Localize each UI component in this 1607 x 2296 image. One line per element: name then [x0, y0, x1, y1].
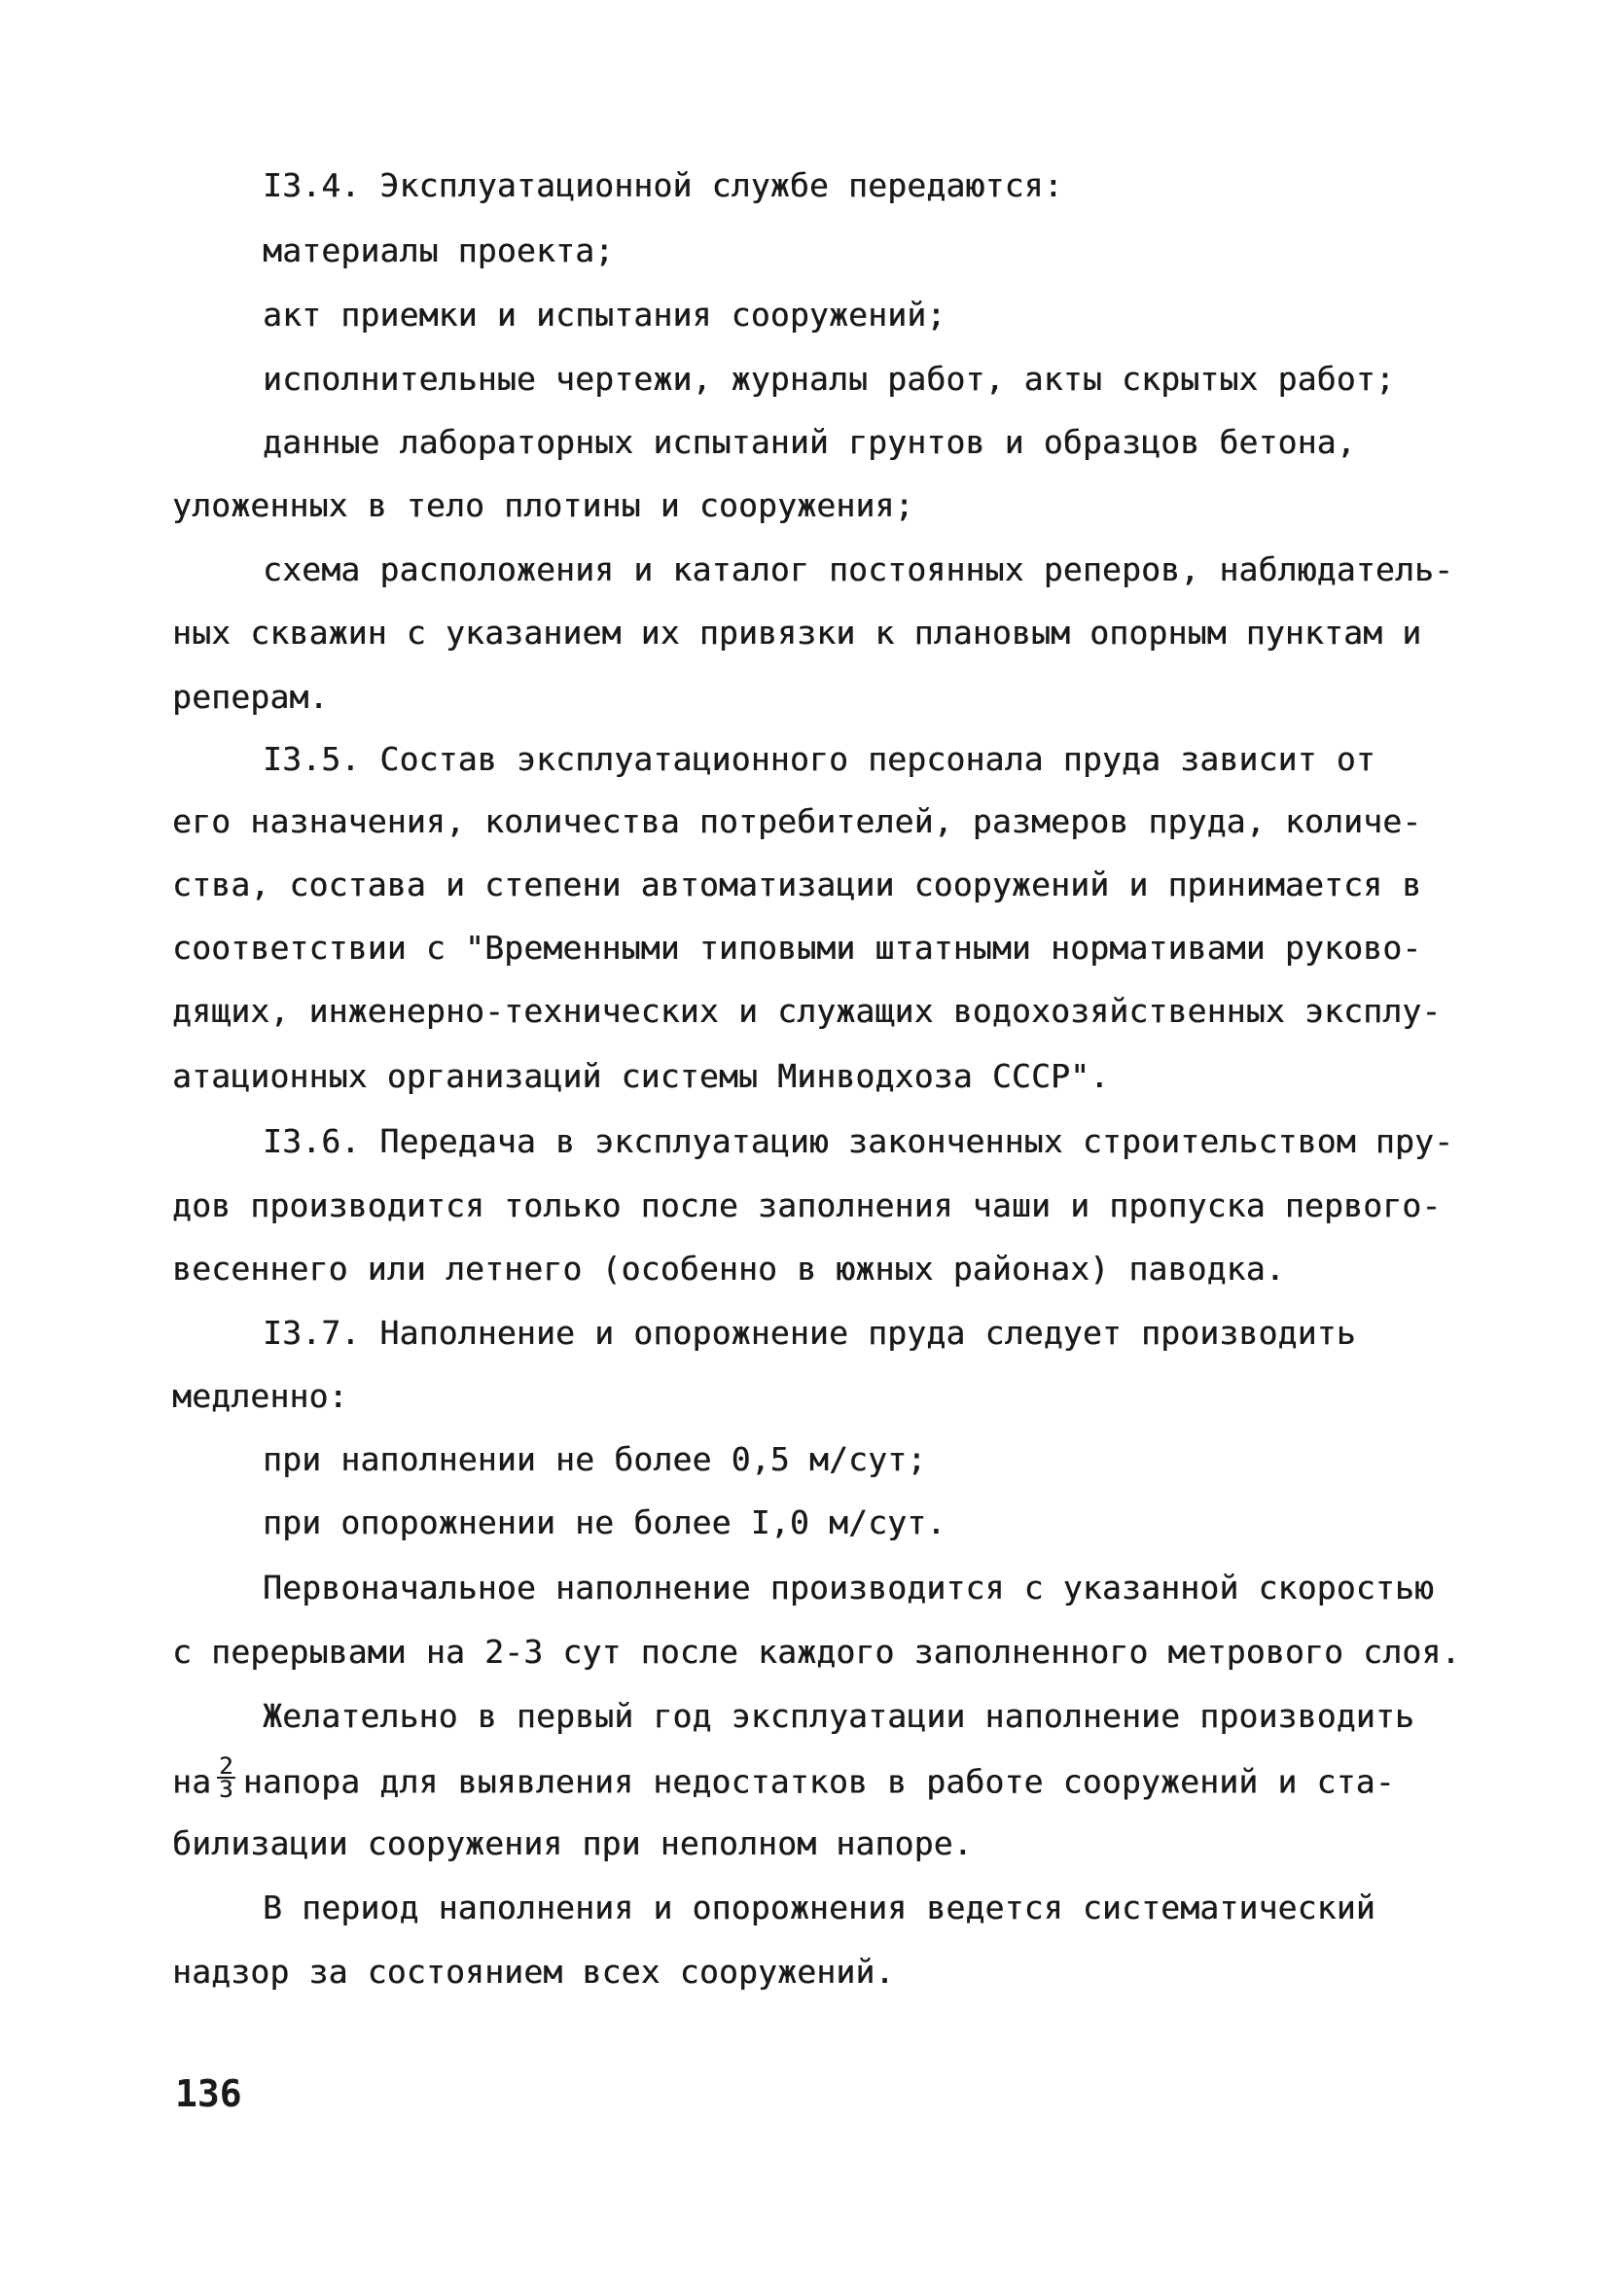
- fraction-denominator: 3: [219, 1776, 233, 1803]
- text-line: соответствии с "Временными типовыми штатными нормативами руково-: [172, 929, 1422, 967]
- fraction-numerator: 2: [219, 1752, 233, 1780]
- text-line: медленно:: [172, 1377, 348, 1415]
- text-line: Первоначальное наполнение производится с указанной скоростью: [263, 1569, 1435, 1607]
- text-line: с перерывами на 2-3 сут после каждого заполненного метрового слоя.: [172, 1633, 1461, 1671]
- text-line: реперам.: [172, 678, 329, 716]
- text-line: схема расположения и каталог постоянных реперов, наблюдатель-: [263, 550, 1454, 588]
- text-line: I3.7. Наполнение и опорожнение пруда следует производить: [263, 1314, 1356, 1352]
- fraction: [217, 1752, 235, 1803]
- text-line: I3.5. Состав эксплуатационного персонала пруда зависит от: [263, 740, 1375, 778]
- page-number: 136: [175, 2072, 242, 2115]
- text-line: исполнительные чертежи, журналы работ, акты скрытых работ;: [263, 360, 1395, 398]
- text-line: В период наполнения и опорожнения ведется систематический: [263, 1889, 1375, 1926]
- text-line: атационных организаций системы Минводхоза СССР".: [172, 1057, 1110, 1095]
- text-line: ных скважин с указанием их привязки к плановым опорным пунктам и: [172, 614, 1422, 652]
- text-line: надзор за состоянием всех сооружений.: [172, 1953, 895, 1991]
- text-line: I3.6. Передача в эксплуатацию законченных строительством пру-: [263, 1122, 1454, 1160]
- text-line: билизации сооружения при неполном напоре.: [172, 1824, 973, 1862]
- text-fragment: на: [172, 1762, 212, 1801]
- text-line: I3.4. Эксплуатационной службе передаются:: [263, 166, 1063, 204]
- text-line: при наполнении не более 0,5 м/сут;: [263, 1440, 927, 1478]
- text-line-with-fraction: [172, 1752, 1395, 1806]
- text-line: уложенных в тело плотины и сооружения;: [172, 486, 914, 524]
- text-line: акт приемки и испытания сооружений;: [263, 296, 946, 334]
- text-line: дов производится только после заполнения чаши и пропуска первого-: [172, 1186, 1442, 1224]
- text-line: весеннего или летнего (особенно в южных районах) паводка.: [172, 1250, 1285, 1288]
- text-line: дящих, инженерно-технических и служащих водохозяйственных эксплу-: [172, 992, 1442, 1030]
- text-line: данные лабораторных испытаний грунтов и образцов бетона,: [263, 423, 1356, 461]
- text-fragment: напора для выявления недостатков в работе сооружений и ста-: [242, 1762, 1395, 1801]
- text-line: при опорожнении не более I,0 м/сут.: [263, 1503, 946, 1541]
- text-line: его назначения, количества потребителей, размеров пруда, количе-: [172, 802, 1422, 840]
- text-line: ства, состава и степени автоматизации сооружений и принимается в: [172, 865, 1422, 903]
- text-line: материалы проекта;: [263, 231, 615, 269]
- text-line: Желательно в первый год эксплуатации наполнение производить: [263, 1697, 1414, 1735]
